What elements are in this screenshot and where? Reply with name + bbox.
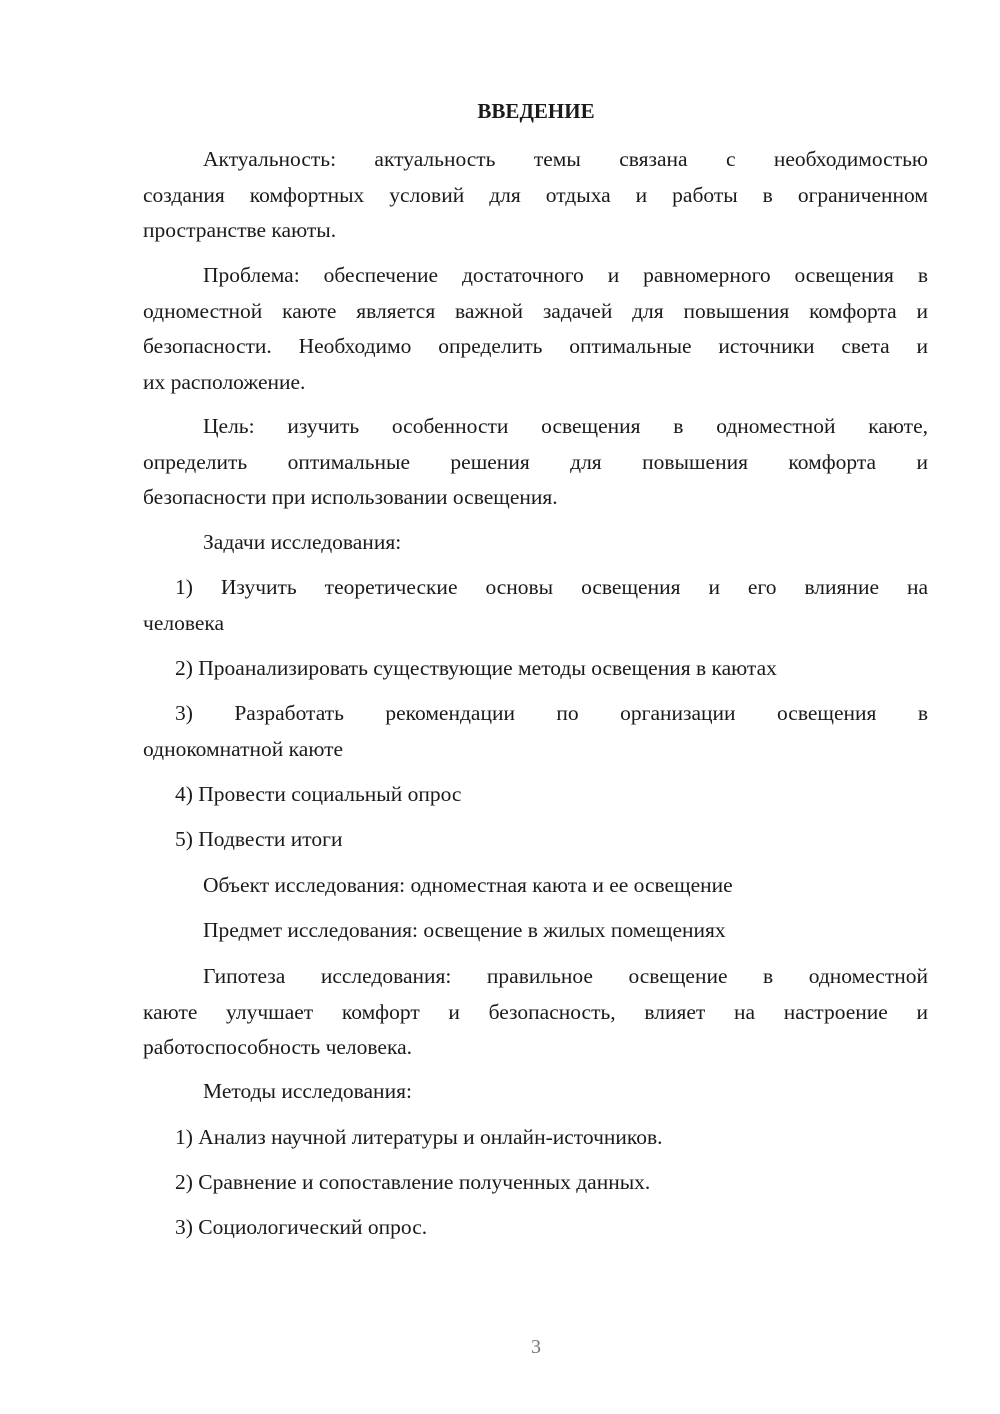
relevance-paragraph bbox=[143, 142, 928, 249]
task-2 bbox=[143, 651, 928, 687]
method-2-line: 2) Сравнение и сопоставление полученных данных. bbox=[175, 1170, 651, 1194]
method-2 bbox=[143, 1165, 928, 1201]
problem-line-3: безопасности. Необходимо определить оптимальные источники света и bbox=[143, 334, 928, 358]
page-title: ВВЕДЕНИЕ bbox=[477, 99, 595, 123]
tasks-heading-block bbox=[143, 525, 928, 561]
task-2-line: 2) Проанализировать существующие методы освещения в каютах bbox=[175, 656, 777, 680]
methods-heading: Методы исследования: bbox=[203, 1079, 412, 1103]
problem-line-1: Проблема: обеспечение достаточного и равномерного освещения в bbox=[203, 263, 928, 287]
relevance-line-1: Актуальность: актуальность темы связана с необходимостью bbox=[203, 147, 928, 171]
relevance-line-2: создания комфортных условий для отдыха и работы в ограниченном bbox=[143, 182, 928, 207]
goal-line-3: безопасности при использовании освещения. bbox=[143, 485, 558, 509]
task-1-line-1: 1) Изучить теоретические основы освещения и его влияние на bbox=[175, 575, 928, 599]
subject-paragraph bbox=[143, 913, 928, 949]
problem-paragraph bbox=[143, 258, 928, 400]
task-5 bbox=[143, 822, 928, 858]
subject-line: Предмет исследования: освещение в жилых помещениях bbox=[203, 918, 726, 942]
problem-line-4: их расположение. bbox=[143, 369, 306, 394]
task-1 bbox=[143, 570, 928, 641]
relevance-line-3: пространстве каюты. bbox=[143, 218, 337, 242]
goal-paragraph bbox=[143, 409, 928, 516]
tasks-heading: Задачи исследования: bbox=[203, 530, 402, 554]
task-3-line-2: однокомнатной каюте bbox=[143, 736, 344, 761]
task-3-line-1: 3) Разработать рекомендации по организации освещения в bbox=[175, 701, 928, 725]
task-4-line: 4) Провести социальный опрос bbox=[175, 782, 462, 806]
method-3-line: 3) Социологический опрос. bbox=[175, 1215, 428, 1239]
goal-line-1: Цель: изучить особенности освещения в одноместной каюте, bbox=[203, 414, 928, 438]
hypothesis-line-3: работоспособность человека. bbox=[143, 1035, 413, 1059]
task-5-line: 5) Подвести итоги bbox=[175, 827, 343, 851]
task-4 bbox=[143, 777, 928, 813]
problem-line-2: одноместной каюте является важной задачей для повышения комфорта и bbox=[143, 298, 928, 323]
hypothesis-line-1: Гипотеза исследования: правильное освещение в одноместной bbox=[203, 964, 928, 988]
object-paragraph bbox=[143, 868, 928, 904]
hypothesis-paragraph bbox=[143, 959, 928, 1066]
method-3 bbox=[143, 1210, 928, 1246]
method-1 bbox=[143, 1120, 928, 1156]
goal-line-2: определить оптимальные решения для повышения комфорта и bbox=[143, 449, 928, 474]
task-1-line-2: человека bbox=[143, 610, 225, 635]
hypothesis-line-2: каюте улучшает комфорт и безопасность, влияет на настроение и bbox=[143, 999, 928, 1024]
methods-heading-block bbox=[143, 1074, 928, 1110]
method-1-line: 1) Анализ научной литературы и онлайн-источников. bbox=[175, 1125, 663, 1149]
task-3 bbox=[143, 696, 928, 767]
page-number: 3 bbox=[531, 1336, 541, 1358]
object-line: Объект исследования: одноместная каюта и ее освещение bbox=[203, 873, 733, 897]
